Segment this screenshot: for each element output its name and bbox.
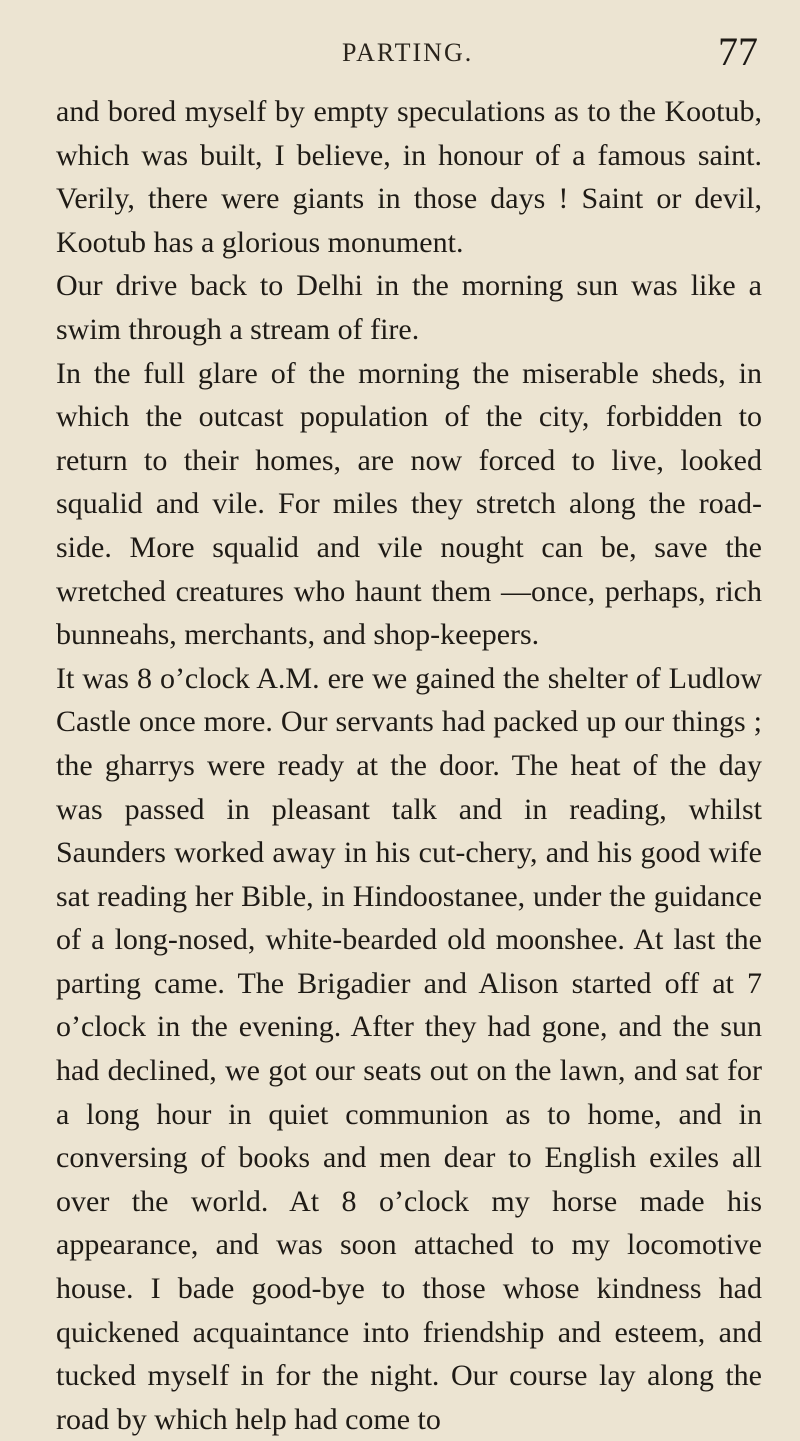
paragraph: In the full glare of the morning the miserable sheds, in which the outcast population of the city, forbidden to return to their homes, are now forced to live, looked squalid and vile. For miles they stretch along the road-side. More squalid and vile nought can be, save the wretched creatures who haunt them —once, perhaps, rich bunneahs, merchants, and shop-keepers. [56, 356, 762, 652]
paragraph: It was 8 o’clock A.M. ere we gained the shelter of Ludlow Castle once more. Our servants had packed up our things ; the gharrys were ready at the door. The heat of the day was passed in pleasant talk and in reading, whilst Saunders worked away in his cut-chery, and his good wife sat reading her Bible, in Hindoostanee, under the guidance of a long-nosed, white-bearded old moonshee. At last the parting came. The Brigadier and Alison started off at 7 o’clock in the evening. After they had gone, and the sun had declined, we got our seats out on the lawn, and sat for a long hour in quiet communion as to home, and in conversing of books and men dear to English exiles all over the world. At 8 o’clock my horse made his appearance, and was soon attached to my locomotive house. I bade good-bye to those whose kindness had quickened acquaintance into friendship and esteem, and tucked myself in for the night. Our course lay along the road by which help had come to [56, 661, 762, 1436]
page-number: 77 [718, 29, 758, 74]
body-text [56, 90, 762, 1441]
paragraph: and bored myself by empty speculations as to the Kootub, which was built, I believe, in honour of a famous saint. Verily, there were giants in those days ! Saint or devil, Kootub has a glorious monument. [56, 95, 762, 259]
paragraph: Our drive back to Delhi in the morning sun was like a swim through a stream of fire. [56, 269, 762, 346]
running-head [56, 0, 760, 88]
chapter-title: PARTING. [342, 38, 474, 67]
